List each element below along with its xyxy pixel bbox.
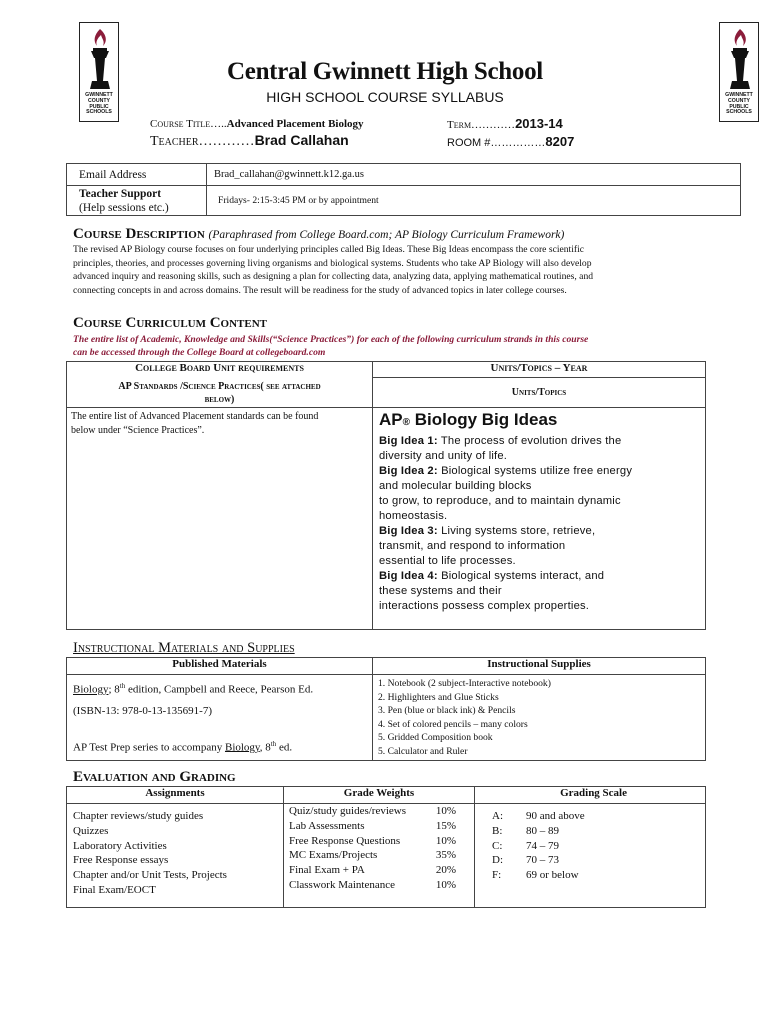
email-value[interactable]: Brad_callahan@gwinnett.k12.ga.us — [207, 164, 741, 186]
scale-range: 69 or below — [526, 869, 579, 882]
contact-table — [66, 163, 741, 216]
prep-text: ed. — [276, 741, 293, 754]
big-idea-4 — [379, 569, 699, 614]
col-header-units-topics-year: Units/Topics – Year — [373, 362, 706, 378]
curriculum-note-line: can be accessed through the College Board at collegeboard.com — [73, 346, 326, 358]
description-line: connecting concepts in and across domains. The result will be readiness for the study of advanced topics in later college courses. — [73, 284, 567, 296]
table-row — [67, 186, 741, 216]
table-row — [67, 408, 706, 630]
prep-title: Biology — [224, 741, 260, 754]
list-item: Quizzes — [73, 824, 109, 837]
big-idea-label: Big Idea 4: — [379, 570, 438, 582]
teacher-value: Brad Callahan — [254, 132, 349, 148]
weight-name: Classwork Maintenance — [289, 878, 395, 891]
weight-pct: 10% — [435, 878, 456, 891]
support-label: Teacher Support — [79, 187, 162, 200]
teacher-row — [150, 132, 349, 150]
published-cell — [67, 675, 373, 761]
room-value: 8207 — [545, 134, 575, 149]
course-title-label: Course Title….. — [150, 118, 227, 130]
table-row — [67, 804, 706, 908]
description-body — [73, 243, 693, 297]
big-idea-text: Living systems store, retrieve, — [437, 525, 596, 537]
logo-line: SCHOOLS — [726, 109, 752, 116]
col-sub-units-topics: Units/Topics — [373, 378, 706, 408]
col-sub-line: AP Standards /Science Practices( see attached — [118, 380, 321, 392]
logo-line: COUNTY — [728, 97, 750, 104]
col-header-unit-requirements: College Board Unit requirements — [67, 362, 373, 378]
list-item: 5. Gridded Composition book — [378, 732, 493, 743]
big-idea-text: essential to life processes. — [379, 555, 516, 567]
term-row — [447, 116, 563, 131]
logo-line: COUNTY — [88, 97, 110, 104]
table-row — [67, 675, 706, 761]
email-label: Email Address — [67, 164, 207, 186]
weight-name: Lab Assessments — [289, 819, 365, 832]
weight-row — [289, 819, 468, 834]
isbn-line: (ISBN-13: 978-0-13-135691-7) — [73, 704, 213, 717]
col-header-weights: Grade Weights — [284, 787, 475, 804]
scale-range: 80 – 89 — [526, 824, 559, 837]
room-row — [447, 134, 574, 149]
table-row — [67, 362, 706, 378]
col-header-published: Published Materials — [67, 658, 373, 675]
logo-line: PUBLIC — [89, 103, 109, 110]
scale-grade: D: — [492, 854, 503, 867]
assignments-cell — [67, 804, 284, 908]
table-row — [67, 787, 706, 804]
room-label: ROOM #…………… — [447, 137, 546, 149]
school-name: Central Gwinnett High School — [227, 58, 543, 85]
textbook-edition: ; 8 — [108, 683, 120, 696]
list-item: 3. Pen (blue or black ink) & Pencils — [378, 705, 516, 716]
table-row — [67, 378, 706, 408]
curriculum-heading: Course Curriculum Content — [73, 315, 268, 331]
weight-pct: 20% — [435, 864, 456, 877]
list-item: 4. Set of colored pencils – many colors — [378, 718, 528, 730]
big-idea-label: Big Idea 3: — [379, 525, 438, 537]
list-item: Chapter reviews/study guides — [73, 810, 204, 822]
description-heading — [73, 226, 564, 243]
term-value: 2013-14 — [515, 116, 563, 131]
big-idea-2 — [379, 464, 699, 524]
big-idea-text: Biological systems interact, and — [437, 570, 605, 582]
col-header-supplies: Instructional Supplies — [373, 658, 706, 675]
table-row — [67, 658, 706, 675]
big-idea-text: Biological systems utilize free energy — [437, 465, 633, 477]
list-item: Laboratory Activities — [73, 839, 167, 852]
weight-pct: 15% — [435, 819, 456, 832]
scale-row — [492, 853, 705, 868]
description-note: (Paraphrased from College Board.com; AP Biology Curriculum Framework) — [208, 229, 565, 241]
weight-name: Quiz/study guides/reviews — [289, 805, 407, 817]
big-idea-text: and molecular building blocks — [379, 480, 532, 492]
description-line: The revised AP Biology course focuses on four underlying principles called Big Ideas. These Big Ideas encompass the core scientific — [73, 244, 584, 255]
course-title-value: Advanced Placement Biology — [226, 118, 364, 130]
syllabus-title: HIGH SCHOOL COURSE SYLLABUS — [266, 89, 504, 105]
weight-row — [289, 804, 468, 819]
prep-text: AP Test Prep series to accompany — [73, 741, 225, 754]
course-title-row — [150, 118, 364, 130]
scale-range: 74 – 79 — [526, 839, 559, 852]
list-item: 2. Highlighters and Glue Sticks — [378, 691, 499, 703]
weight-row — [289, 848, 468, 863]
scale-grade: A: — [492, 810, 503, 822]
standards-line: below under “Science Practices”. — [71, 424, 205, 436]
col-sub-standards — [67, 378, 373, 408]
standards-cell — [67, 408, 373, 630]
edition-suffix: th — [119, 682, 126, 690]
materials-heading: Instructional Materials and Supplies — [73, 640, 295, 656]
curriculum-note-line: The entire list of Academic, Knowledge and Skills(“Science Practices”) for each of the following curriculum strands in this course — [73, 334, 589, 345]
scale-row — [492, 868, 705, 883]
standards-line: The entire list of Advanced Placement standards can be found — [71, 411, 319, 422]
col-sub-line: below) — [204, 393, 235, 405]
weight-pct: 10% — [435, 805, 456, 817]
registered-mark: ® — [402, 417, 410, 428]
curriculum-table — [66, 361, 706, 630]
col-header-assignments: Assignments — [67, 787, 284, 804]
prep-edition: , 8 — [259, 741, 271, 754]
scale-row — [492, 809, 705, 824]
description-title: Course Description — [73, 226, 205, 242]
textbook-line — [73, 679, 366, 698]
list-item: 1. Notebook (2 subject-Interactive notebook) — [378, 678, 551, 689]
weight-name: MC Exams/Projects — [289, 849, 378, 862]
scale-row — [492, 824, 705, 839]
weight-name: Free Response Questions — [289, 834, 401, 847]
support-label-cell — [67, 186, 207, 216]
logo-line: PUBLIC — [729, 103, 749, 110]
curriculum-note — [73, 334, 713, 359]
weights-cell — [284, 804, 475, 908]
description-line: principles, theories, and processes governing living organisms and biological systems. Students who take AP Biology will also develop — [73, 257, 592, 269]
big-idea-text: these systems and their — [379, 585, 502, 597]
textbook-title: Biology — [73, 683, 109, 696]
scale-range: 70 – 73 — [526, 854, 559, 867]
big-idea-label: Big Idea 2: — [379, 465, 438, 477]
scale-grade: C: — [492, 839, 503, 852]
weight-row — [289, 863, 468, 878]
table-row — [67, 164, 741, 186]
weight-name: Final Exam + PA — [289, 864, 365, 877]
logo-line: SCHOOLS — [86, 109, 112, 116]
weight-row — [289, 878, 468, 893]
big-idea-text: diversity and unity of life. — [379, 450, 508, 462]
big-idea-text: interactions possess complex properties. — [379, 600, 590, 612]
big-idea-1 — [379, 434, 699, 464]
big-idea-3 — [379, 524, 699, 569]
prep-line — [73, 737, 366, 756]
evaluation-heading: Evaluation and Grading — [73, 769, 236, 785]
scale-grade: F: — [492, 869, 502, 882]
big-ideas-title-ap: AP — [379, 410, 403, 429]
support-value: Fridays- 2:15-3:45 PM or by appointment — [207, 186, 741, 216]
logo-line: GWINNETT — [85, 92, 113, 98]
weight-pct: 35% — [435, 849, 456, 862]
weight-row — [289, 834, 468, 849]
logo-line: GWINNETT — [725, 92, 753, 98]
list-item: Chapter and/or Unit Tests, Projects — [73, 869, 227, 882]
scale-grade: B: — [492, 824, 503, 837]
scale-range: 90 and above — [526, 810, 585, 822]
edition-suffix: th — [270, 739, 277, 748]
description-line: advanced inquiry and reasoning skills, such as designing a plan for collecting data, analyzing data, applying mathematical routines, and — [73, 271, 594, 283]
teacher-label: Teacher………… — [150, 134, 255, 149]
big-idea-text: transmit, and respond to information — [379, 540, 566, 552]
support-sublabel: (Help sessions etc.) — [79, 201, 169, 214]
materials-table — [66, 657, 706, 761]
big-idea-text: The process of evolution drives the — [437, 435, 622, 447]
big-ideas-title-rest: Biology Big Ideas — [410, 410, 558, 429]
textbook-details: edition, Campbell and Reece, Pearson Ed. — [125, 683, 314, 696]
scale-cell — [475, 804, 706, 908]
big-idea-text: homeostasis. — [379, 510, 448, 522]
big-ideas-cell — [373, 408, 706, 630]
list-item: 5. Calculator and Ruler — [378, 745, 468, 757]
supplies-cell — [373, 675, 706, 761]
big-idea-text: to grow, to reproduce, and to maintain dynamic — [379, 495, 621, 507]
term-label: Term………… — [447, 119, 516, 131]
weight-pct: 10% — [435, 834, 456, 847]
col-header-scale: Grading Scale — [475, 787, 706, 804]
big-ideas-title — [379, 409, 699, 434]
list-item: Free Response essays — [73, 854, 169, 867]
list-item: Final Exam/EOCT — [73, 883, 156, 896]
scale-row — [492, 839, 705, 854]
big-idea-label: Big Idea 1: — [379, 435, 438, 447]
evaluation-table — [66, 786, 706, 908]
